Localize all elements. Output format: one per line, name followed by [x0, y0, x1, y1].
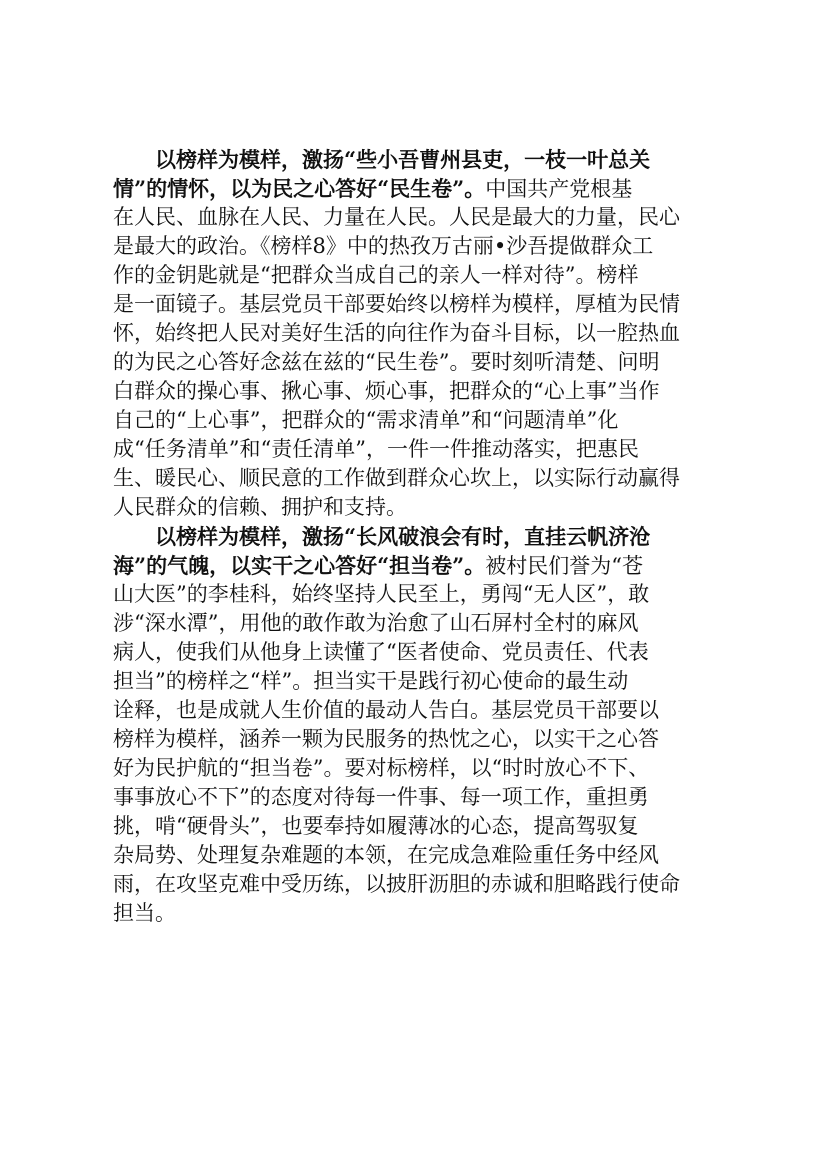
- text-run: 担当”的榜样之“样”。担当实干是践行初心使命的最生动: [113, 669, 629, 693]
- text-run: 的为民之心答好念兹在兹的“民生卷”。要时刻听清楚、问明: [113, 350, 660, 374]
- text-run: 怀，始终把人民对美好生活的向往作为奋斗目标，以一腔热血: [113, 321, 680, 345]
- text-run: 作的金钥匙就是“把群众当成自己的亲人一样对待”。榜样: [113, 263, 639, 287]
- text-line: [113, 464, 713, 493]
- text-line: [113, 725, 713, 754]
- text-run: 病人，使我们从他身上读懂了“医者使命、党员责任、代表: [113, 640, 649, 664]
- text-run: 杂局势、处理复杂难题的本领，在完成急难险重任务中经风: [113, 843, 659, 867]
- text-line: [113, 493, 713, 522]
- text-line: [113, 435, 713, 464]
- text-run: 自己的“上心事”，把群众的“需求清单”和“问题清单”化: [113, 408, 619, 432]
- text-run: 白群众的操心事、揪心事、烦心事，把群众的“心上事”当作: [113, 379, 660, 403]
- text-line: [113, 870, 713, 899]
- paragraph: [113, 522, 713, 928]
- text-line: [113, 609, 713, 638]
- text-run: 雨，在攻坚克难中受历练，以披肝沥胆的赤诚和胆略践行使命: [113, 872, 680, 896]
- text-run: 诠释，也是成就人生价值的最动人告白。基层党员干部要以: [113, 698, 659, 722]
- text-run: 涉“深水潭”，用他的敢作敢为治愈了山石屏村全村的麻风: [113, 611, 639, 635]
- text-line: [113, 203, 713, 232]
- text-run: 山大医”的李桂科，始终坚持人民至上，勇闯“无人区”，敢: [113, 582, 650, 606]
- text-line: [113, 638, 713, 667]
- text-line: [113, 899, 713, 928]
- text-line: [113, 696, 713, 725]
- text-line: [113, 290, 713, 319]
- text-run: 挑，啃“硬骨头”，也要奉持如履薄冰的心态，提高驾驭复: [113, 814, 639, 838]
- bold-text-run: 以榜样为模样，激扬“些小吾曹州县吏，一枝一叶总关: [155, 147, 651, 172]
- text-line: [113, 232, 713, 261]
- text-line: [113, 377, 713, 406]
- text-run: 担当。: [113, 901, 176, 925]
- text-run: 事事放心不下”的态度对待每一件事、每一项工作，重担勇: [113, 785, 649, 809]
- text-line: [113, 551, 713, 580]
- text-run: 中国共产党根基: [485, 177, 633, 201]
- text-line: [113, 522, 713, 551]
- text-line: [113, 667, 713, 696]
- text-run: 成“任务清单”和“责任清单”，一件一件推动落实，把惠民: [113, 437, 639, 461]
- text-line: [113, 145, 713, 174]
- text-run: 好为民护航的“担当卷”。要对标榜样，以“时时放心不下、: [113, 756, 650, 780]
- text-run: 是一面镜子。基层党员干部要始终以榜样为模样，厚植为民情: [113, 292, 680, 316]
- text-line: [113, 261, 713, 290]
- text-run: 是最大的政治。《榜样8》中的热孜万古丽•沙吾提做群众工: [113, 234, 654, 258]
- document-body: [113, 145, 713, 928]
- text-run: 被村民们誉为“苍: [485, 554, 643, 578]
- text-line: [113, 841, 713, 870]
- text-line: [113, 812, 713, 841]
- paragraph: [113, 145, 713, 522]
- text-line: [113, 319, 713, 348]
- bold-text-run: 以榜样为模样，激扬“长风破浪会有时，直挂云帆济沧: [155, 524, 651, 549]
- text-run: 榜样为模样，涵养一颗为民服务的热忱之心，以实干之心答: [113, 727, 659, 751]
- bold-text-run: 海”的气魄，以实干之心答好“担当卷”。: [113, 553, 486, 578]
- text-line: [113, 754, 713, 783]
- bold-text-run: 情”的情怀，以为民之心答好“民生卷”。: [113, 176, 486, 201]
- text-line: [113, 174, 713, 203]
- text-run: 在人民、血脉在人民、力量在人民。人民是最大的力量，民心: [113, 205, 680, 229]
- text-line: [113, 348, 713, 377]
- text-run: 人民群众的信赖、拥护和支持。: [113, 495, 407, 519]
- text-line: [113, 580, 713, 609]
- text-line: [113, 783, 713, 812]
- text-run: 生、暖民心、顺民意的工作做到群众心坎上，以实际行动赢得: [113, 466, 680, 490]
- text-line: [113, 406, 713, 435]
